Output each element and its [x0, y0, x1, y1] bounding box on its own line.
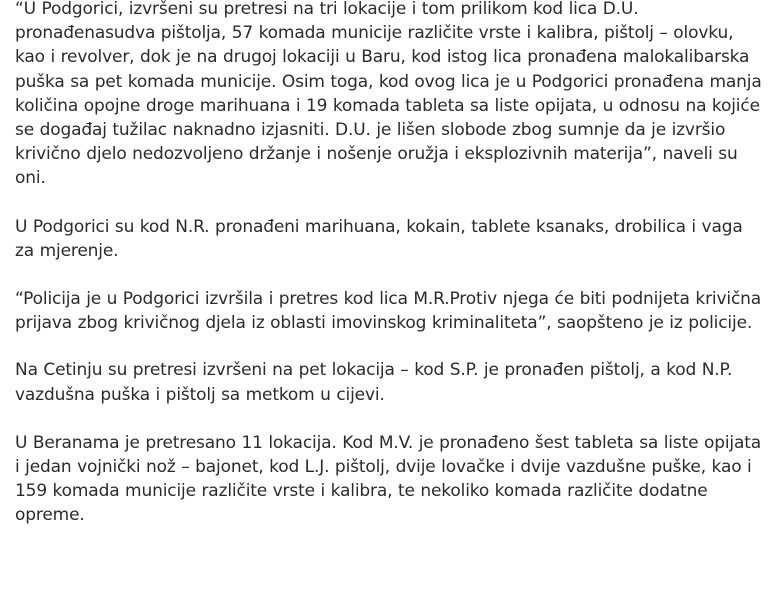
article-paragraph-2: U Podgorici su kod N.R. pronađeni marihuana, kokain, tablete ksanaks, drobilica i vaga za mjerenje.	[15, 216, 743, 261]
article-paragraph-1: “U Podgorici, izvršeni su pretresi na tri lokacije i tom prilikom kod lica D.U. pronađenasudva pištolja, 57 komada municije različite vrste i kalibra, pištolj – olovku, kao i revolver, dok je na drugoj lokaciji u Baru, kod istog lica pronađena malokalibarska puška sa pet komada municije. Osim toga, kod ovog lica je u Podgorici pronađena manja količina opojne droge marihuana i 19 komada tableta sa liste opijata, u odnosu na kojiće se događaj tužilac naknadno izjasniti. D.U. je lišen slobode zbog sumnje da je izvršio krivično djelo nedozvoljeno držanje i nošenje oružja i eksplozivnih materija”, naveli su oni.	[15, 0, 762, 189]
article-paragraph-5: U Beranama je pretresano 11 lokacija. Kod M.V. je pronađeno šest tableta sa liste opijata i jedan vojnički nož – bajonet, kod L.J. pištolj, dvije lovačke i dvije vazdušne puške, kao i 159 komada municije različite vrste i kalibra, te nekoliko komada različite dodatne opreme.	[15, 432, 762, 526]
article-paragraph-4: Na Cetinju su pretresi izvršeni na pet lokacija – kod S.P. je pronađen pištolj, a kod N.P. vazdušna puška i pištolj sa metkom u cijevi.	[15, 360, 733, 405]
article-body	[15, 0, 765, 552]
article-paragraph-3: “Policija je u Podgorici izvršila i pretres kod lica M.R.Protiv njega će biti podnijeta krivična prijava zbog krivičnog djela iz oblasti imovinskog kriminaliteta”, saopšteno je iz policije.	[15, 289, 762, 334]
